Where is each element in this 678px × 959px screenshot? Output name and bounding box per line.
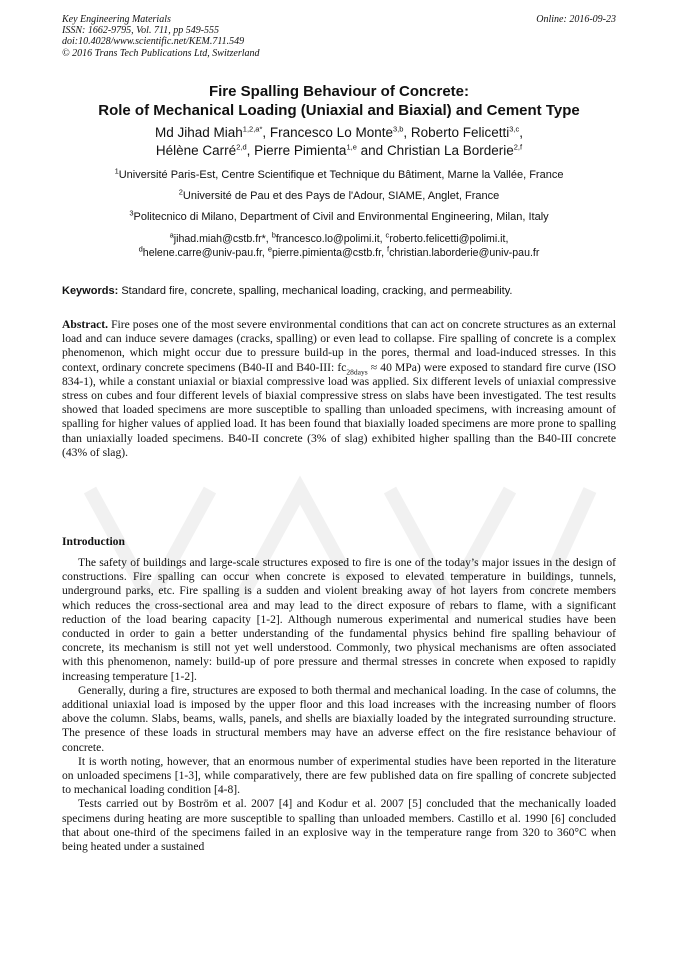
author-name: Roberto Felicetti — [410, 125, 510, 140]
affiliation-text: Université de Pau et des Pays de l'Adour, SIAME, Anglet, France — [182, 190, 500, 202]
author-affil-marker: 1,2,a* — [242, 124, 263, 134]
affiliation-list — [62, 168, 616, 231]
author-affil-marker: 1,e — [346, 142, 357, 152]
email-marker: e — [267, 243, 272, 253]
section-heading-introduction: Introduction — [62, 535, 125, 548]
author-and: and — [360, 143, 384, 158]
keywords — [62, 285, 616, 297]
journal-name: Key Engineering Materials — [62, 14, 171, 25]
abstract-text: ≈ 40 MPa) were exposed to standard fire curve (ISO 834-1), while a constant uniaxial or biaxial compressive load was applied. Six different levels of uniaxial compressive stress on cubes and four different levels of biaxial compressive stress on slabs have been investigated. The test results showed that loaded specimens are more susceptible to spalling than unloaded specimens, with increasing amount of spalling for higher values of applied load. It has been found that biaxially loaded specimens are more prone to spalling than uniaxially loaded specimens. B40-II concrete (3% of slag) exhibited higher spalling than the B40-III concrete (43% of slag). — [62, 360, 616, 459]
email-marker: c — [385, 230, 390, 240]
journal-header — [62, 14, 616, 59]
email-list — [62, 230, 616, 260]
email-line-1 — [62, 230, 616, 247]
email-address[interactable]: roberto.felicetti@polimi.it, — [389, 233, 509, 245]
author-list — [62, 124, 616, 160]
affiliation-text: Université Paris-Est, Centre Scientifique et Technique du Bâtiment, Marne la Vallée, France — [118, 169, 564, 181]
author-affil-marker: 3,c — [509, 124, 520, 134]
email-marker: b — [271, 230, 276, 240]
abstract-subscript: 28days — [346, 366, 368, 376]
body-paragraph: The safety of buildings and large-scale structures exposed to fire is one of the today’s major issues in the design of constructions. Fire spalling can occur when concrete is exposed to elevated temperature in buildings, tunnels, underground parks, etc. Fire spalling is a sudden and violent breaking away of hot layers from concrete members which reduces the cross-sectional area and may lead to the direct exposure of rebars to flame, with a significant reduction of the load bearing capacity [1-2]. Although numerous experimental and numerical studies have been conducted in order to gain a better understanding of the fundamental physics behind fire spalling behaviour of concrete, its mechanism is still not yet well understood. Commonly, two physical mechanisms are often associated with this phenomenon, namely: build-up of pore pressure and thermal stresses in concrete when exposed to rapidly increasing temperature [1-2]. — [62, 556, 616, 683]
abstract-label: Abstract. — [62, 318, 109, 331]
author-name: Hélène Carré — [155, 143, 237, 158]
email-marker: f — [386, 243, 390, 253]
body-paragraph: It is worth noting, however, that an enormous number of experimental studies have been reported in the literature on unloaded specimens [1-3], while comparatively, there are few published data on fire spalling of concrete subjected to mechanical loading condition [4-8]. — [62, 754, 616, 797]
author-name: Francesco Lo Monte — [269, 125, 393, 140]
email-line-2 — [62, 243, 616, 261]
author-name: Christian La Borderie — [386, 143, 514, 158]
title-line-2: Role of Mechanical Loading (Uniaxial and Biaxial) and Cement Type — [98, 102, 580, 119]
introduction-body — [62, 556, 616, 854]
affiliation — [62, 189, 616, 210]
abstract — [62, 318, 616, 460]
affiliation-marker: 3 — [129, 208, 134, 218]
author-affil-marker: 2,f — [513, 142, 523, 152]
journal-doi: doi:10.4028/www.scientific.net/KEM.711.549 — [62, 36, 245, 48]
affiliation-text: Politecnico di Milano, Department of Civil and Environmental Engineering, Milan, Italy — [133, 211, 549, 223]
affiliation-marker: 2 — [178, 187, 183, 197]
email-address[interactable]: pierre.pimienta@cstb.fr, — [271, 246, 385, 259]
affiliation-marker: 1 — [114, 166, 119, 176]
journal-issn: ISSN: 1662-9795, Vol. 711, pp 549-555 — [62, 25, 220, 37]
keywords-label: Keywords: — [62, 285, 119, 297]
journal-copyright: © 2016 Trans Tech Publications Ltd, Switzerland — [62, 47, 260, 59]
affiliation — [62, 210, 616, 231]
author-affil-marker: 3,b — [392, 124, 404, 134]
title-line-1: Fire Spalling Behaviour of Concrete: — [208, 83, 470, 100]
author-affil-marker: 2,d — [236, 142, 247, 152]
body-paragraph: Tests carried out by Boström et al. 2007 [4] and Kodur et al. 2007 [5] concluded that the mechanically loaded specimens during heating are more susceptible to spalling than unloaded members. Castillo et al. 1990 [6] concluded that about one-third of the specimens failed in an explosive way in the temperature range from 320 to 360°C when being heated under a sustained — [62, 797, 616, 854]
author-name: Pierre Pimienta — [254, 143, 347, 158]
online-date: Online: 2016-09-23 — [536, 14, 616, 25]
abstract-text: Fire poses one of the most severe environmental conditions that can act on concrete structures as an external load and can induce severe damages (cracks, spalling) or even lead to collapse. Fire spalling of concrete is a complex phenomenon, which might occur due to pressure build-up in the pores, thermal and load-induced stresses. In this context, ordinary concrete specimens (B40-II and B40-III: fc — [62, 318, 616, 374]
email-address[interactable]: helene.carre@univ-pau.fr, — [142, 246, 265, 259]
email-address[interactable]: christian.laborderie@univ-pau.fr — [389, 246, 540, 259]
author-name: Md Jihad Miah — [154, 125, 243, 140]
body-paragraph: Generally, during a fire, structures are exposed to both thermal and mechanical loading. In the case of columns, the additional uniaxial load is imposed by the upper floor and this load increases with the increasing number of floors above the column. Slabs, beams, walls, panels, and shells are biaxially loaded by the integrated surrounding structure. The presence of these loads in structural members may have an adverse effect on the fire resistance behaviour of concrete. — [62, 683, 616, 754]
affiliation — [62, 168, 616, 189]
email-address[interactable]: jihad.miah@cstb.fr*, — [173, 233, 269, 245]
email-marker: a — [169, 230, 174, 240]
email-marker: d — [138, 243, 143, 253]
keywords-text: Standard fire, concrete, spalling, mechanical loading, cracking, and permeability. — [121, 285, 513, 297]
author-line-2: Hélène Carré$^{2,d}$, Pierre Pimienta$^{1,e}$ and Christian La Borderie$^{2,f}$ — [155, 142, 523, 158]
email-address[interactable]: francesco.lo@polimi.it, — [275, 233, 383, 245]
paper-title — [62, 82, 616, 120]
author-line-1: Md Jihad Miah$^{1,2,a*}$, Francesco Lo Monte$^{3,b}$, Roberto Felicetti$^{3,c}$, — [154, 124, 523, 140]
